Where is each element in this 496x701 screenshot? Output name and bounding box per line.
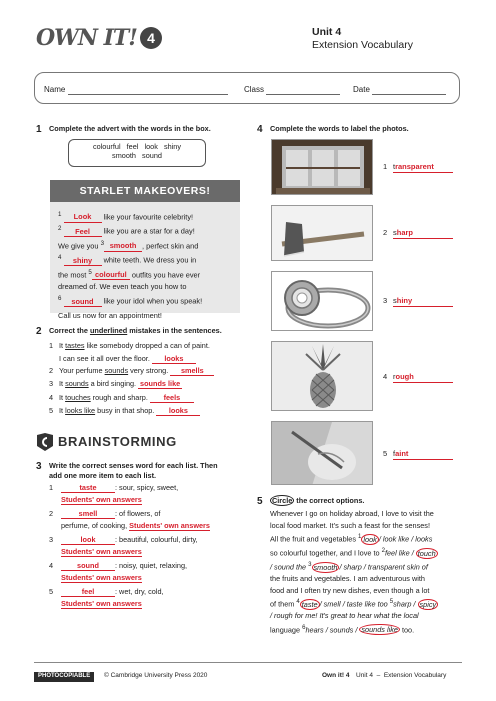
- answer-gap-3: smooth: [104, 242, 142, 251]
- correction-answer: looks: [156, 407, 200, 416]
- own-answer: Students' own answers: [61, 494, 142, 504]
- paragraph-text: language: [270, 625, 303, 635]
- correction-answer: smells: [170, 367, 214, 376]
- item-number: 1: [49, 483, 54, 492]
- painting-photo: [271, 421, 373, 485]
- exercise-3-list: [49, 482, 249, 612]
- given-letter: r: [393, 372, 396, 381]
- label-answer: harp: [396, 228, 414, 237]
- sentence-text: It: [59, 341, 66, 350]
- name-row: [44, 85, 228, 95]
- sentence-text: a bird singing.: [88, 379, 137, 389]
- sentence-text: very strong.: [128, 365, 169, 375]
- gap-number: 1: [58, 211, 62, 218]
- gap-number: 6: [302, 624, 306, 632]
- label-gap: [393, 372, 453, 383]
- instruction-text: underlined: [89, 326, 128, 335]
- gap-number: 5: [389, 598, 394, 606]
- given-letter: s: [393, 296, 397, 305]
- paragraph-text: too.: [399, 625, 415, 635]
- exercise-1-instruction: Complete the advert with the words in the box.: [49, 124, 211, 133]
- sentence-text: It: [59, 406, 66, 416]
- label-number: 5: [383, 449, 388, 458]
- exercise-3-item: [49, 482, 249, 505]
- option-text: / smell / taste like too: [319, 599, 390, 609]
- instruction-text: the correct options.: [294, 496, 365, 505]
- exercise-3-item: [49, 534, 249, 557]
- axe-photo: [271, 205, 373, 261]
- word-box: [68, 139, 206, 167]
- given-letter: f: [393, 449, 396, 458]
- list-text: : wet, dry, cold,: [115, 587, 164, 596]
- ring-photo: [271, 271, 373, 331]
- senses-answer: sound: [61, 562, 115, 571]
- label-number: 3: [383, 296, 388, 305]
- paragraph-text: All the fruit and vegetables: [270, 534, 359, 544]
- word-box-line-2: smooth sound: [112, 151, 162, 161]
- underlined-mistake: touches: [65, 392, 91, 402]
- exercise-4-number: 4: [257, 124, 263, 135]
- gap-number: 3: [100, 239, 105, 247]
- logo: OWN IT!: [36, 25, 137, 51]
- label-number: 4: [383, 372, 388, 381]
- pineapple-photo: [271, 341, 373, 411]
- option-text: / look like / looks: [378, 534, 433, 544]
- circled-answer: sounds like: [361, 625, 398, 635]
- advert-line: white teeth. We dress you in: [103, 255, 197, 265]
- date-label: Date: [353, 85, 370, 94]
- exercise-2-item: [49, 391, 249, 405]
- advert-line: like your favourite celebrity!: [103, 212, 194, 222]
- underlined-mistake: sounds: [65, 379, 89, 389]
- advert-line: like you are a star for a day!: [103, 226, 195, 236]
- sentence-text: like somebody dropped a can of paint.: [84, 341, 210, 350]
- own-answer: Students' own answers: [61, 572, 142, 582]
- item-number: 5: [49, 406, 54, 416]
- paragraph-text: so colourful together, and I love to: [270, 548, 382, 558]
- answer-gap-6: sound: [64, 298, 102, 307]
- label-gap: [393, 449, 453, 460]
- instruction-text: mistakes in the sentences.: [127, 326, 222, 335]
- senses-answer: smell: [61, 510, 115, 519]
- paragraph-line: food and I often try new dishes, even though a lot: [270, 585, 430, 595]
- level-badge: 4: [140, 27, 162, 49]
- exercise-3-item: [49, 508, 249, 531]
- advert-line: We give you: [58, 241, 101, 251]
- gap-number: 4: [58, 254, 62, 262]
- own-answer: Students' own answers: [61, 598, 142, 608]
- circled-answer: taste: [301, 599, 318, 609]
- exercise-2-instruction: [49, 326, 222, 335]
- option-text: / sound the: [270, 562, 309, 572]
- advert-line: outfits you have ever: [131, 270, 201, 280]
- class-row: [244, 85, 340, 95]
- gap-number: 6: [58, 295, 62, 303]
- item-number: 5: [49, 587, 54, 596]
- given-letter: s: [393, 228, 397, 237]
- paragraph-line: Whenever I go on holiday abroad, I love to visit the: [270, 509, 434, 518]
- page-subtitle: Extension Vocabulary: [312, 39, 413, 51]
- exercise-2-number: 2: [36, 326, 42, 337]
- answer-gap-2: Feel: [64, 228, 102, 237]
- circled-answer: smooth: [313, 562, 338, 572]
- photo-label-3: [383, 296, 453, 307]
- answer-gap-4: shiny: [64, 257, 102, 266]
- option-text: feel like /: [384, 548, 416, 558]
- sentence-text: It: [59, 379, 66, 389]
- photocopiable-badge: PHOTOCOPIABLE: [34, 672, 94, 682]
- exercise-2-item: [49, 404, 249, 418]
- list-text: : noisy, quiet, relaxing,: [115, 561, 188, 570]
- gap-number: 4: [296, 598, 300, 606]
- word-box-line-1: colourful feel look shiny: [92, 142, 181, 151]
- correction-answer: feels: [150, 394, 194, 403]
- correction-answer: looks: [152, 355, 196, 364]
- exercise-3-item: [49, 586, 249, 609]
- photo-label-4: [383, 372, 453, 383]
- exercise-1-number: 1: [36, 124, 42, 135]
- paragraph-text: of them: [270, 599, 297, 609]
- given-letter: t: [393, 162, 396, 171]
- sentence-text: I can see it all over the floor.: [59, 353, 150, 363]
- exercise-3-instruction-1: Write the correct senses word for each list. Then: [49, 461, 218, 470]
- paragraph-line: local food market. It's such a feast for the senses!: [270, 520, 430, 530]
- brainstorm-heading: BRAINSTORMING: [58, 434, 177, 449]
- exercise-5-text: [270, 508, 482, 636]
- list-text: : beautiful, colourful, dirty,: [115, 535, 198, 544]
- senses-answer: feel: [61, 588, 115, 597]
- window-photo: [271, 139, 373, 195]
- footer-divider: [34, 662, 462, 663]
- sentence-text: It: [59, 392, 66, 402]
- gap-number: 2: [381, 547, 385, 555]
- gap-number: 2: [58, 225, 62, 233]
- item-number: 3: [49, 535, 54, 544]
- option-text: / sharp / transparent skin of: [339, 562, 428, 572]
- underlined-mistake: tastes: [65, 341, 85, 350]
- own-answer: Students' own answers: [61, 546, 142, 556]
- instruction-text: Circle: [272, 496, 293, 505]
- paragraph-line: the fruits and vegetables. I am adventurous with: [270, 574, 425, 584]
- item-number: 2: [49, 509, 54, 518]
- option-text: hears / sounds /: [305, 625, 360, 635]
- item-number: 4: [49, 561, 54, 570]
- copyright-text: © Cambridge University Press 2020: [104, 672, 208, 679]
- gap-number: 1: [358, 533, 362, 541]
- advert-text: [58, 209, 238, 322]
- sentence-text: busy in that shop.: [95, 406, 155, 416]
- label-answer: aint: [395, 449, 409, 458]
- correction-answer: sounds like: [140, 379, 181, 389]
- own-answer: Students' own answers: [129, 520, 210, 530]
- label-gap: [393, 228, 453, 239]
- footer-unit: Unit 4 – Extension Vocabulary: [356, 672, 447, 679]
- advert-line: the most: [58, 270, 89, 280]
- exercise-5-instruction: [270, 496, 364, 505]
- gap-number: 3: [308, 561, 312, 569]
- advert-title: STARLET MAKEOVERS!: [50, 180, 240, 202]
- photo-label-1: [383, 162, 453, 173]
- label-answer: hiny: [396, 296, 413, 305]
- item-number: 1: [49, 341, 54, 350]
- sentence-text: Your perfume: [59, 365, 105, 375]
- label-gap: [393, 296, 453, 307]
- exercise-3-instruction-2: add one more item to each list.: [49, 471, 157, 480]
- senses-answer: taste: [61, 484, 115, 493]
- sentence-text: rough and sharp.: [90, 392, 148, 402]
- exercise-3-item: [49, 560, 249, 583]
- list-text: : of flowers, of: [115, 509, 161, 518]
- answer-gap-5: colourful: [92, 271, 130, 280]
- underlined-mistake: sounds: [104, 365, 129, 375]
- item-number: 3: [49, 379, 54, 389]
- date-row: [353, 85, 446, 95]
- photo-label-2: [383, 228, 453, 239]
- list-text: perfume, of cooking,: [61, 520, 128, 530]
- class-field[interactable]: [266, 87, 340, 95]
- underlined-mistake: looks like: [65, 406, 96, 416]
- advert-line: Call us now for an appointment!: [58, 310, 162, 320]
- item-number: 2: [49, 365, 54, 375]
- circled-answer: look: [363, 534, 377, 544]
- footer-book: Own it! 4: [322, 672, 350, 679]
- exercise-2-item: [49, 377, 249, 391]
- date-field[interactable]: [372, 87, 446, 95]
- exercise-2-item: [49, 339, 249, 364]
- photo-label-5: [383, 449, 453, 460]
- label-number: 2: [383, 228, 388, 237]
- option-text: sharp /: [393, 599, 418, 609]
- exercise-2-list: [49, 339, 249, 418]
- unit-title: Unit 4: [312, 26, 342, 38]
- senses-answer: look: [61, 536, 115, 545]
- paragraph-line: / rough for me! It's great to hear what the local: [270, 611, 419, 621]
- item-number: 4: [49, 392, 54, 402]
- advert-line: , perfect skin and: [142, 241, 199, 251]
- advert-line: like your idol when you speak!: [103, 296, 203, 306]
- label-answer: ough: [395, 372, 414, 381]
- answer-gap-1: Look: [64, 213, 102, 222]
- class-label: Class: [244, 85, 265, 94]
- label-number: 1: [383, 162, 388, 171]
- exercise-4-instruction: Complete the words to label the photos.: [270, 124, 409, 133]
- circled-answer: spicy: [419, 599, 437, 609]
- name-field[interactable]: [68, 87, 228, 95]
- name-label: Name: [44, 85, 66, 94]
- label-gap: [393, 162, 453, 173]
- instruction-text: Correct the: [49, 326, 90, 335]
- gap-number: 5: [88, 268, 92, 276]
- advert-line: dreamed of. We even teach you how to: [58, 282, 187, 292]
- exercise-5-number: 5: [257, 496, 263, 507]
- label-answer: ransparent: [395, 162, 434, 171]
- circled-answer: touch: [417, 548, 436, 558]
- exercise-3-number: 3: [36, 461, 42, 472]
- list-text: : sour, spicy, sweet,: [115, 483, 179, 492]
- brainstorm-icon: [36, 432, 54, 452]
- exercise-2-item: [49, 364, 249, 378]
